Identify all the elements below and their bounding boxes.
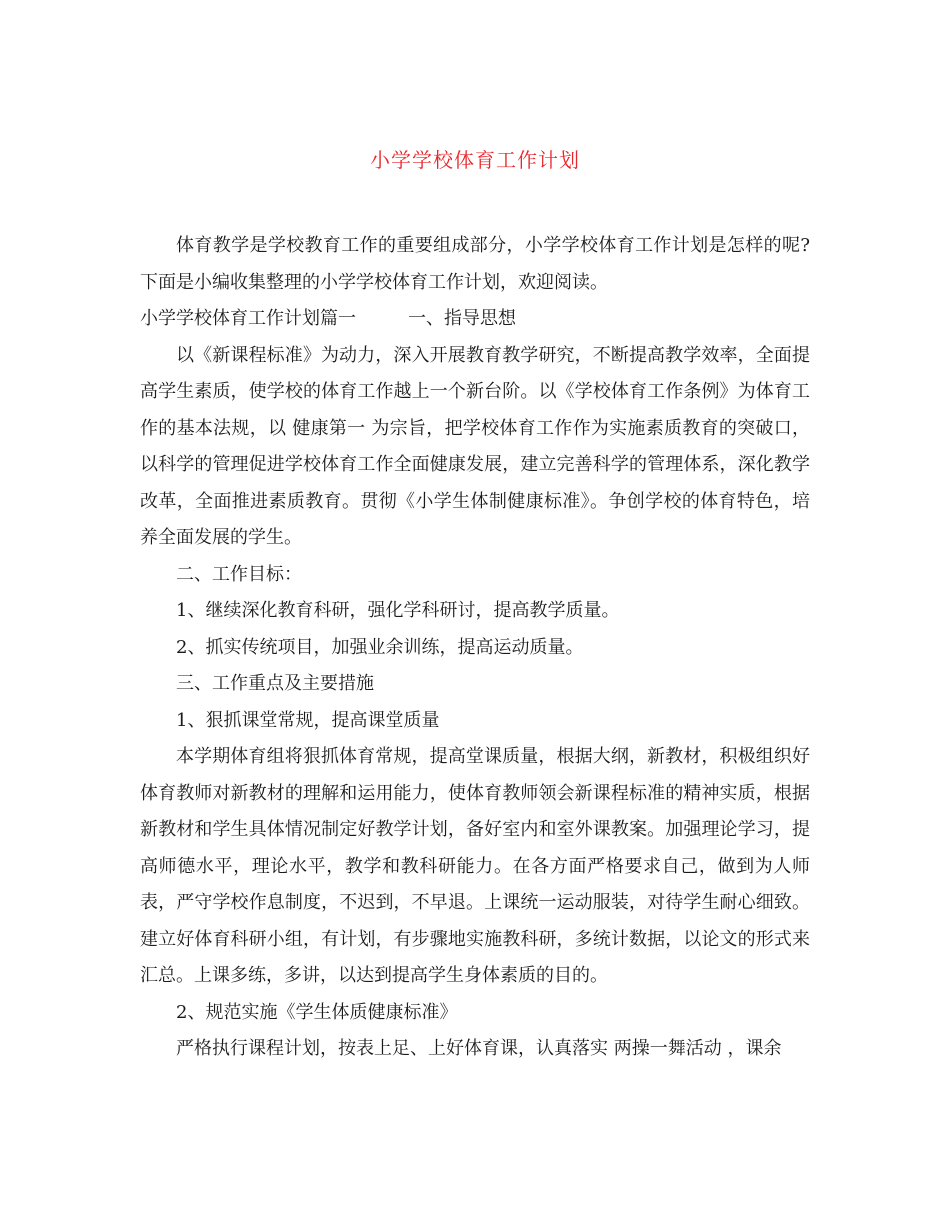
measure-1-heading: 1、狠抓课堂常规，提高课堂质量	[176, 709, 440, 731]
goals-heading: 二、工作目标：	[176, 563, 302, 585]
document-body	[140, 228, 810, 1068]
measure-1-paragraph: 本学期体育组将狠抓体育常规，提高堂课质量，根据大纲，新教材，积极组织好体育教师对新教材的理解和运用能力，使体育教师领会新课程标准的精神实质，根据新教材和学生具体情况制定好教学计划，备好室内和室外课教案。加强理论学习，提高师德水平，理论水平，教学和教科研能力。在各方面严格要求自己，做到为人师表，严守学校作息制度，不迟到，不早退。上课统一运动服装，对待学生耐心细致。建立好体育科研小组，有计划，有步骤地实施教科研，多统计数据，以论文的形式来汇总。上课多练，多讲，以达到提高学生身体素质的目的。	[140, 746, 810, 986]
intro-paragraph: 体育教学是学校教育工作的重要组成部分，小学学校体育工作计划是怎样的呢?下面是小编收集整理的小学学校体育工作计划，欢迎阅读。	[140, 235, 810, 293]
section-heading-left: 小学学校体育工作计划篇一	[140, 308, 356, 329]
guiding-paragraph: 以《新课程标准》为动力，深入开展教育教学研究，不断提高教学效率，全面提高学生素质，使学校的体育工作越上一个新台阶。以《学校体育工作条例》为体育工作的基本法规，以 健康第一 为宗旨，把学校体育工作作为实施素质教育的突破口，以科学的管理促进学校体育工作全面健康发展，建立完善科学的管理体系，深化教学改革，全面推进素质教育。贯彻《小学生体制健康标准》。争创学校的体育特色，培养全面发展的学生。	[140, 344, 810, 548]
measure-2-heading: 2、规范实施《学生体质健康标准》	[176, 1001, 458, 1023]
goal-item-2: 2、抓实传统项目，加强业余训练，提高运动质量。	[176, 636, 584, 658]
section-heading	[140, 301, 810, 338]
goal-item-1: 1、继续深化教育科研，强化学科研讨，提高教学质量。	[176, 600, 620, 621]
document-title: 小学学校体育工作计划	[370, 148, 580, 172]
measure-2-paragraph: 严格执行课程计划，按表上足、上好体育课，认真落实 两操一舞活动 ，课余	[176, 1038, 782, 1059]
section-heading-right: 一、指导思想	[408, 308, 516, 329]
measures-heading: 三、工作重点及主要措施	[176, 673, 374, 694]
